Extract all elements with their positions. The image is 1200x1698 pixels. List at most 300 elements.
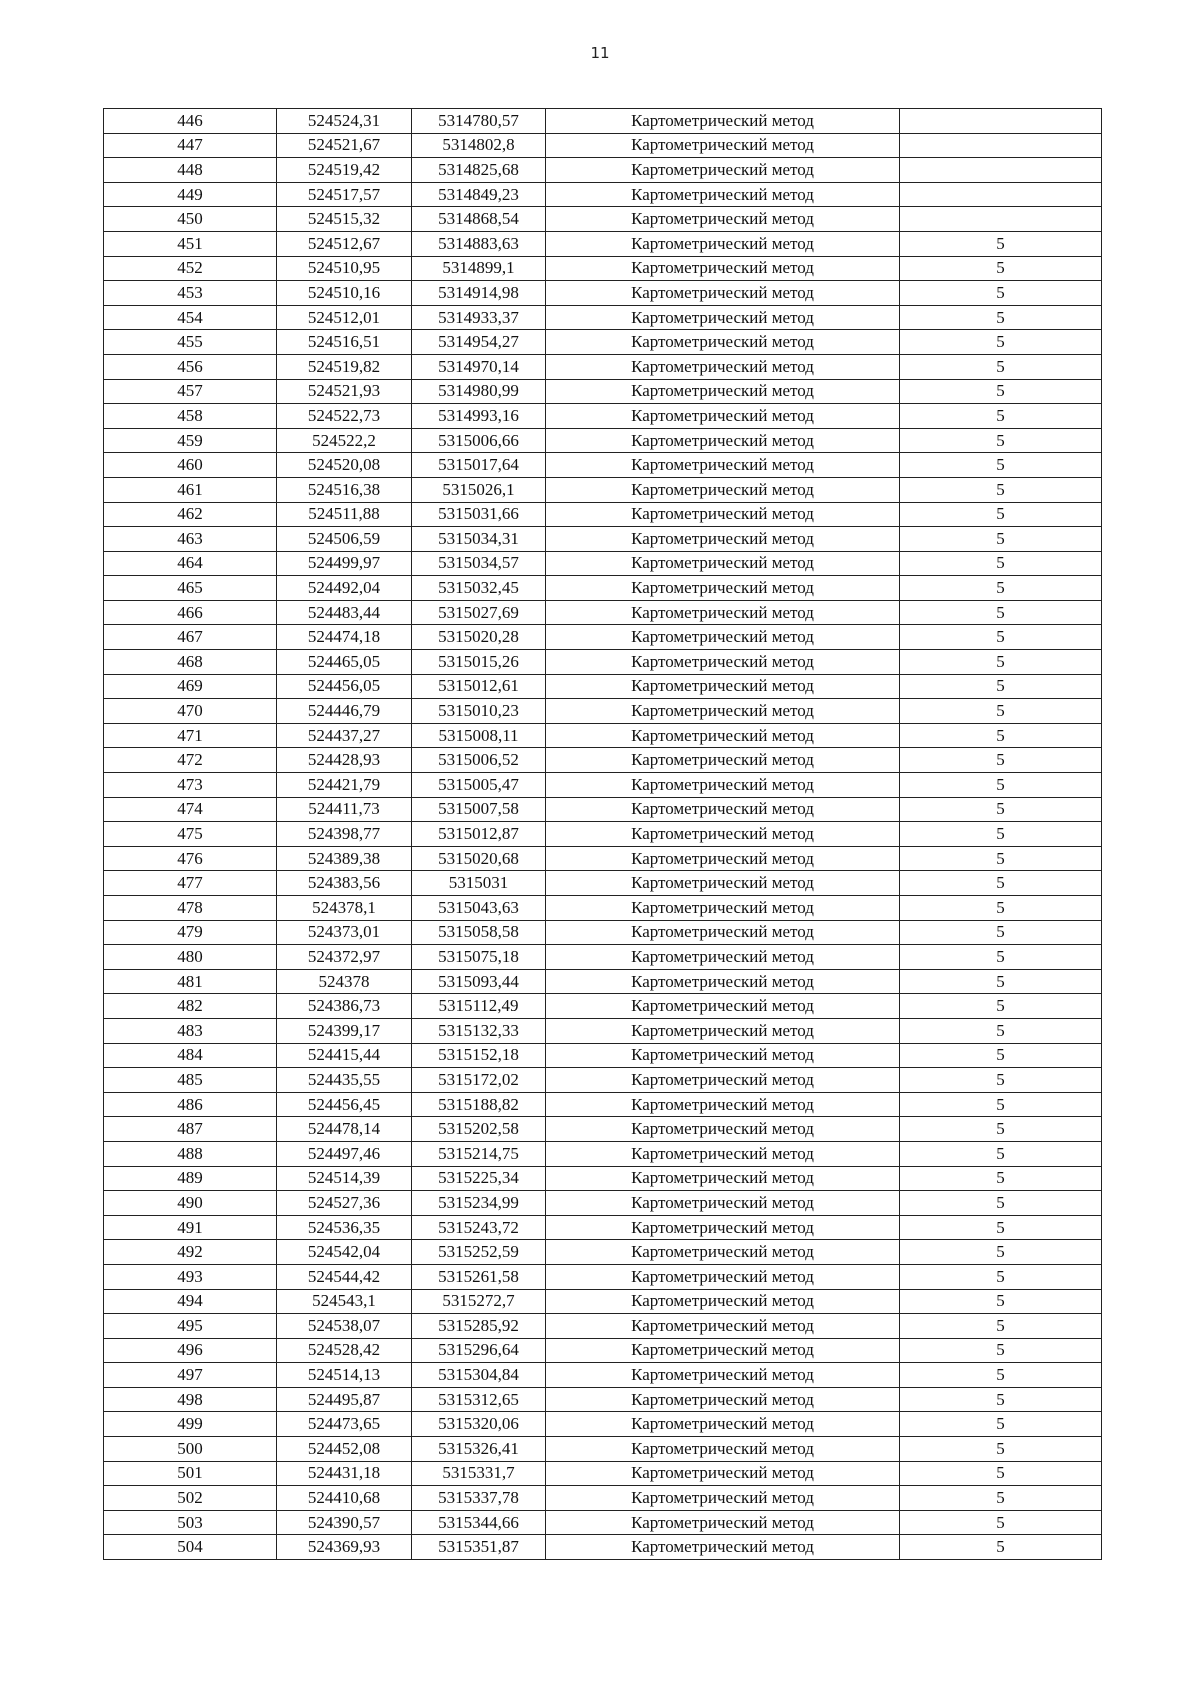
x-coordinate-cell: 524378,1 [277,896,412,921]
method-cell: Картометрический метод [546,896,900,921]
y-coordinate-cell: 5314970,14 [412,354,546,379]
x-coordinate-cell: 524411,73 [277,797,412,822]
table-row [104,428,1102,453]
x-coordinate-cell: 524506,59 [277,527,412,552]
accuracy-cell: 5 [900,822,1102,847]
method-cell: Картометрический метод [546,1412,900,1437]
x-coordinate-cell: 524399,17 [277,1018,412,1043]
point-number-cell: 488 [104,1141,277,1166]
x-coordinate-cell: 524512,01 [277,305,412,330]
table-row [104,1092,1102,1117]
accuracy-cell: 5 [900,625,1102,650]
accuracy-cell: 5 [900,1314,1102,1339]
y-coordinate-cell: 5315027,69 [412,600,546,625]
method-cell: Картометрический метод [546,969,900,994]
point-number-cell: 503 [104,1510,277,1535]
method-cell: Картометрический метод [546,158,900,183]
accuracy-cell: 5 [900,305,1102,330]
x-coordinate-cell: 524520,08 [277,453,412,478]
point-number-cell: 500 [104,1437,277,1462]
method-cell: Картометрический метод [546,1535,900,1560]
point-number-cell: 457 [104,379,277,404]
accuracy-cell: 5 [900,1338,1102,1363]
table-row [104,748,1102,773]
y-coordinate-cell: 5315172,02 [412,1068,546,1093]
table-row [104,1314,1102,1339]
point-number-cell: 452 [104,256,277,281]
x-coordinate-cell: 524497,46 [277,1141,412,1166]
point-number-cell: 448 [104,158,277,183]
accuracy-cell: 5 [900,1117,1102,1142]
x-coordinate-cell: 524521,67 [277,133,412,158]
x-coordinate-cell: 524478,14 [277,1117,412,1142]
table-row [104,231,1102,256]
accuracy-cell: 5 [900,1018,1102,1043]
accuracy-cell [900,158,1102,183]
y-coordinate-cell: 5315017,64 [412,453,546,478]
table-row [104,576,1102,601]
x-coordinate-cell: 524515,32 [277,207,412,232]
accuracy-cell [900,207,1102,232]
method-cell: Картометрический метод [546,1215,900,1240]
x-coordinate-cell: 524386,73 [277,994,412,1019]
method-cell: Картометрический метод [546,748,900,773]
coordinates-table [103,108,1102,1560]
accuracy-cell: 5 [900,527,1102,552]
point-number-cell: 475 [104,822,277,847]
table-row [104,527,1102,552]
y-coordinate-cell: 5315058,58 [412,920,546,945]
y-coordinate-cell: 5315351,87 [412,1535,546,1560]
x-coordinate-cell: 524538,07 [277,1314,412,1339]
method-cell: Картометрический метод [546,1166,900,1191]
method-cell: Картометрический метод [546,256,900,281]
y-coordinate-cell: 5314868,54 [412,207,546,232]
y-coordinate-cell: 5314849,23 [412,182,546,207]
method-cell: Картометрический метод [546,650,900,675]
point-number-cell: 474 [104,797,277,822]
method-cell: Картометрический метод [546,723,900,748]
y-coordinate-cell: 5315006,66 [412,428,546,453]
point-number-cell: 458 [104,404,277,429]
x-coordinate-cell: 524511,88 [277,502,412,527]
method-cell: Картометрический метод [546,600,900,625]
method-cell: Картометрический метод [546,1240,900,1265]
page-number: 11 [590,44,610,62]
accuracy-cell: 5 [900,1461,1102,1486]
table-row [104,404,1102,429]
method-cell: Картометрический метод [546,1461,900,1486]
table-row [104,109,1102,134]
y-coordinate-cell: 5315008,11 [412,723,546,748]
y-coordinate-cell: 5314914,98 [412,281,546,306]
accuracy-cell: 5 [900,231,1102,256]
y-coordinate-cell: 5315214,75 [412,1141,546,1166]
point-number-cell: 476 [104,846,277,871]
point-number-cell: 467 [104,625,277,650]
point-number-cell: 459 [104,428,277,453]
table-row [104,871,1102,896]
point-number-cell: 455 [104,330,277,355]
point-number-cell: 480 [104,945,277,970]
method-cell: Картометрический метод [546,1018,900,1043]
y-coordinate-cell: 5315020,28 [412,625,546,650]
x-coordinate-cell: 524521,93 [277,379,412,404]
point-number-cell: 496 [104,1338,277,1363]
accuracy-cell: 5 [900,1264,1102,1289]
x-coordinate-cell: 524524,31 [277,109,412,134]
x-coordinate-cell: 524544,42 [277,1264,412,1289]
y-coordinate-cell: 5315112,49 [412,994,546,1019]
x-coordinate-cell: 524446,79 [277,699,412,724]
y-coordinate-cell: 5315020,68 [412,846,546,871]
x-coordinate-cell: 524465,05 [277,650,412,675]
point-number-cell: 487 [104,1117,277,1142]
y-coordinate-cell: 5314780,57 [412,109,546,134]
method-cell: Картометрический метод [546,133,900,158]
table-row [104,1141,1102,1166]
point-number-cell: 485 [104,1068,277,1093]
method-cell: Картометрический метод [546,625,900,650]
table-row [104,305,1102,330]
method-cell: Картометрический метод [546,1289,900,1314]
table-row [104,1486,1102,1511]
point-number-cell: 491 [104,1215,277,1240]
point-number-cell: 461 [104,477,277,502]
x-coordinate-cell: 524383,56 [277,871,412,896]
point-number-cell: 465 [104,576,277,601]
point-number-cell: 464 [104,551,277,576]
method-cell: Картометрический метод [546,305,900,330]
method-cell: Картометрический метод [546,994,900,1019]
y-coordinate-cell: 5315312,65 [412,1387,546,1412]
method-cell: Картометрический метод [546,871,900,896]
method-cell: Картометрический метод [546,1510,900,1535]
method-cell: Картометрический метод [546,1043,900,1068]
method-cell: Картометрический метод [546,477,900,502]
method-cell: Картометрический метод [546,822,900,847]
x-coordinate-cell: 524517,57 [277,182,412,207]
point-number-cell: 449 [104,182,277,207]
method-cell: Картометрический метод [546,674,900,699]
point-number-cell: 450 [104,207,277,232]
method-cell: Картометрический метод [546,1387,900,1412]
x-coordinate-cell: 524542,04 [277,1240,412,1265]
accuracy-cell: 5 [900,428,1102,453]
accuracy-cell: 5 [900,1486,1102,1511]
table-row [104,896,1102,921]
y-coordinate-cell: 5315304,84 [412,1363,546,1388]
y-coordinate-cell: 5315010,23 [412,699,546,724]
table-row [104,1338,1102,1363]
point-number-cell: 489 [104,1166,277,1191]
x-coordinate-cell: 524516,51 [277,330,412,355]
x-coordinate-cell: 524512,67 [277,231,412,256]
y-coordinate-cell: 5315015,26 [412,650,546,675]
accuracy-cell: 5 [900,650,1102,675]
x-coordinate-cell: 524456,45 [277,1092,412,1117]
y-coordinate-cell: 5315034,31 [412,527,546,552]
x-coordinate-cell: 524514,13 [277,1363,412,1388]
accuracy-cell: 5 [900,1412,1102,1437]
accuracy-cell: 5 [900,354,1102,379]
table-row [104,453,1102,478]
y-coordinate-cell: 5315243,72 [412,1215,546,1240]
point-number-cell: 453 [104,281,277,306]
table-row [104,1363,1102,1388]
accuracy-cell: 5 [900,723,1102,748]
x-coordinate-cell: 524435,55 [277,1068,412,1093]
method-cell: Картометрический метод [546,207,900,232]
x-coordinate-cell: 524415,44 [277,1043,412,1068]
point-number-cell: 478 [104,896,277,921]
accuracy-cell [900,133,1102,158]
accuracy-cell: 5 [900,379,1102,404]
table-row [104,1191,1102,1216]
y-coordinate-cell: 5315152,18 [412,1043,546,1068]
method-cell: Картометрический метод [546,330,900,355]
y-coordinate-cell: 5314899,1 [412,256,546,281]
y-coordinate-cell: 5315012,87 [412,822,546,847]
x-coordinate-cell: 524410,68 [277,1486,412,1511]
table-row [104,1166,1102,1191]
accuracy-cell: 5 [900,551,1102,576]
method-cell: Картометрический метод [546,1141,900,1166]
table-row [104,723,1102,748]
table-row [104,674,1102,699]
method-cell: Картометрический метод [546,281,900,306]
y-coordinate-cell: 5315234,99 [412,1191,546,1216]
accuracy-cell: 5 [900,330,1102,355]
table-row [104,133,1102,158]
point-number-cell: 451 [104,231,277,256]
table-row [104,1117,1102,1142]
table-row [104,354,1102,379]
method-cell: Картометрический метод [546,797,900,822]
x-coordinate-cell: 524495,87 [277,1387,412,1412]
point-number-cell: 498 [104,1387,277,1412]
y-coordinate-cell: 5315261,58 [412,1264,546,1289]
y-coordinate-cell: 5315296,64 [412,1338,546,1363]
point-number-cell: 469 [104,674,277,699]
x-coordinate-cell: 524452,08 [277,1437,412,1462]
method-cell: Картометрический метод [546,1314,900,1339]
accuracy-cell: 5 [900,256,1102,281]
table-row [104,920,1102,945]
accuracy-cell: 5 [900,453,1102,478]
method-cell: Картометрический метод [546,1437,900,1462]
y-coordinate-cell: 5315075,18 [412,945,546,970]
accuracy-cell: 5 [900,1191,1102,1216]
table-row [104,1068,1102,1093]
y-coordinate-cell: 5315337,78 [412,1486,546,1511]
y-coordinate-cell: 5314883,63 [412,231,546,256]
method-cell: Картометрический метод [546,404,900,429]
accuracy-cell: 5 [900,1289,1102,1314]
table-row [104,945,1102,970]
table-row [104,650,1102,675]
table-row [104,330,1102,355]
method-cell: Картометрический метод [546,1486,900,1511]
method-cell: Картометрический метод [546,428,900,453]
point-number-cell: 460 [104,453,277,478]
y-coordinate-cell: 5315031,66 [412,502,546,527]
y-coordinate-cell: 5315132,33 [412,1018,546,1043]
x-coordinate-cell: 524378 [277,969,412,994]
accuracy-cell: 5 [900,773,1102,798]
point-number-cell: 473 [104,773,277,798]
table-row [104,1264,1102,1289]
x-coordinate-cell: 524431,18 [277,1461,412,1486]
point-number-cell: 484 [104,1043,277,1068]
point-number-cell: 454 [104,305,277,330]
point-number-cell: 470 [104,699,277,724]
point-number-cell: 486 [104,1092,277,1117]
x-coordinate-cell: 524516,38 [277,477,412,502]
table-row [104,1240,1102,1265]
point-number-cell: 482 [104,994,277,1019]
x-coordinate-cell: 524499,97 [277,551,412,576]
y-coordinate-cell: 5315331,7 [412,1461,546,1486]
accuracy-cell: 5 [900,1043,1102,1068]
table-row [104,1437,1102,1462]
method-cell: Картометрический метод [546,846,900,871]
accuracy-cell: 5 [900,600,1102,625]
point-number-cell: 468 [104,650,277,675]
table-row [104,1043,1102,1068]
accuracy-cell: 5 [900,896,1102,921]
x-coordinate-cell: 524492,04 [277,576,412,601]
y-coordinate-cell: 5315034,57 [412,551,546,576]
table-row [104,551,1102,576]
method-cell: Картометрический метод [546,920,900,945]
y-coordinate-cell: 5315005,47 [412,773,546,798]
point-number-cell: 494 [104,1289,277,1314]
point-number-cell: 456 [104,354,277,379]
method-cell: Картометрический метод [546,1363,900,1388]
point-number-cell: 472 [104,748,277,773]
x-coordinate-cell: 524456,05 [277,674,412,699]
table-row [104,281,1102,306]
x-coordinate-cell: 524519,82 [277,354,412,379]
accuracy-cell: 5 [900,1141,1102,1166]
point-number-cell: 463 [104,527,277,552]
table-row [104,797,1102,822]
accuracy-cell: 5 [900,1240,1102,1265]
x-coordinate-cell: 524519,42 [277,158,412,183]
x-coordinate-cell: 524473,65 [277,1412,412,1437]
x-coordinate-cell: 524483,44 [277,600,412,625]
y-coordinate-cell: 5314933,37 [412,305,546,330]
y-coordinate-cell: 5315031 [412,871,546,896]
method-cell: Картометрический метод [546,773,900,798]
accuracy-cell: 5 [900,1166,1102,1191]
method-cell: Картометрический метод [546,527,900,552]
table-row [104,477,1102,502]
y-coordinate-cell: 5315026,1 [412,477,546,502]
table-row [104,1510,1102,1535]
x-coordinate-cell: 524522,2 [277,428,412,453]
method-cell: Картометрический метод [546,379,900,404]
point-number-cell: 481 [104,969,277,994]
accuracy-cell: 5 [900,994,1102,1019]
point-number-cell: 492 [104,1240,277,1265]
accuracy-cell [900,109,1102,134]
accuracy-cell: 5 [900,477,1102,502]
y-coordinate-cell: 5315272,7 [412,1289,546,1314]
accuracy-cell: 5 [900,969,1102,994]
y-coordinate-cell: 5315285,92 [412,1314,546,1339]
point-number-cell: 471 [104,723,277,748]
method-cell: Картометрический метод [546,1092,900,1117]
x-coordinate-cell: 524398,77 [277,822,412,847]
method-cell: Картометрический метод [546,502,900,527]
method-cell: Картометрический метод [546,1191,900,1216]
accuracy-cell: 5 [900,797,1102,822]
x-coordinate-cell: 524522,73 [277,404,412,429]
accuracy-cell: 5 [900,1510,1102,1535]
accuracy-cell: 5 [900,1068,1102,1093]
table-row [104,158,1102,183]
table-row [104,699,1102,724]
point-number-cell: 462 [104,502,277,527]
method-cell: Картометрический метод [546,945,900,970]
point-number-cell: 446 [104,109,277,134]
method-cell: Картометрический метод [546,109,900,134]
accuracy-cell: 5 [900,674,1102,699]
y-coordinate-cell: 5314980,99 [412,379,546,404]
x-coordinate-cell: 524543,1 [277,1289,412,1314]
accuracy-cell: 5 [900,1215,1102,1240]
x-coordinate-cell: 524373,01 [277,920,412,945]
point-number-cell: 493 [104,1264,277,1289]
method-cell: Картометрический метод [546,182,900,207]
y-coordinate-cell: 5315007,58 [412,797,546,822]
accuracy-cell: 5 [900,1535,1102,1560]
point-number-cell: 502 [104,1486,277,1511]
y-coordinate-cell: 5315344,66 [412,1510,546,1535]
method-cell: Картометрический метод [546,1264,900,1289]
point-number-cell: 504 [104,1535,277,1560]
y-coordinate-cell: 5315012,61 [412,674,546,699]
table-row [104,1461,1102,1486]
y-coordinate-cell: 5315188,82 [412,1092,546,1117]
method-cell: Картометрический метод [546,576,900,601]
table-row [104,502,1102,527]
point-number-cell: 490 [104,1191,277,1216]
accuracy-cell: 5 [900,1387,1102,1412]
x-coordinate-cell: 524528,42 [277,1338,412,1363]
method-cell: Картометрический метод [546,1117,900,1142]
table-row [104,1215,1102,1240]
y-coordinate-cell: 5315326,41 [412,1437,546,1462]
accuracy-cell: 5 [900,920,1102,945]
method-cell: Картометрический метод [546,453,900,478]
x-coordinate-cell: 524536,35 [277,1215,412,1240]
table-row [104,1289,1102,1314]
point-number-cell: 483 [104,1018,277,1043]
x-coordinate-cell: 524390,57 [277,1510,412,1535]
table-row [104,379,1102,404]
y-coordinate-cell: 5314825,68 [412,158,546,183]
accuracy-cell: 5 [900,846,1102,871]
table-row [104,600,1102,625]
coordinates-table-body [104,109,1102,1560]
point-number-cell: 447 [104,133,277,158]
x-coordinate-cell: 524428,93 [277,748,412,773]
x-coordinate-cell: 524527,36 [277,1191,412,1216]
point-number-cell: 479 [104,920,277,945]
